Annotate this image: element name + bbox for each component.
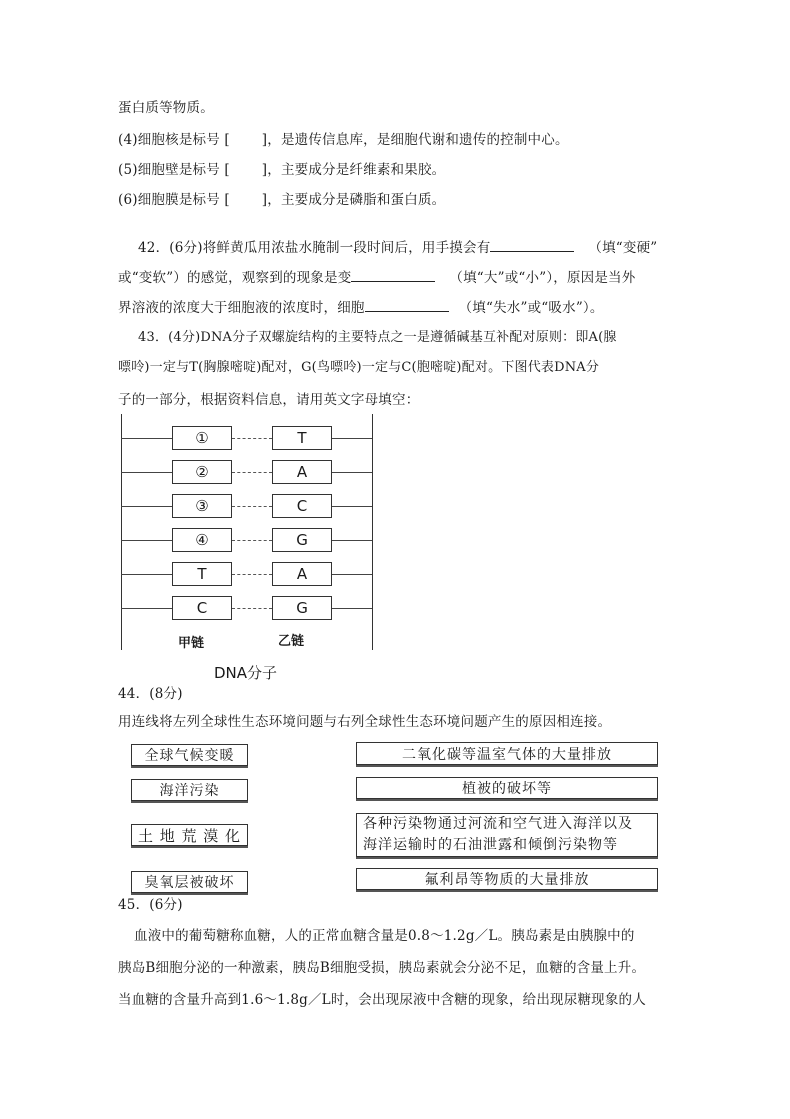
- text-line-proteins: 蛋白质等物质。: [118, 100, 214, 116]
- right-item-freon[interactable]: 氟利昂等物质的大量排放: [356, 868, 658, 890]
- q42-blank-1[interactable]: [490, 237, 574, 252]
- question-item-5-cell-wall: (5)细胞壁是标号 [ ]，主要成分是纤维素和果胶。: [118, 162, 446, 178]
- q42-blank-3[interactable]: [365, 297, 449, 312]
- q42-text-a2: （填“变硬”: [588, 240, 658, 256]
- question-45-line-1: 血液中的葡萄糖称血糖，人的正常血糖含量是0.8～1.2g／L。胰岛素是由胰腺中的: [134, 928, 635, 944]
- question-45-line-3: 当血糖的含量升高到1.6～1.8g／L时，会出现尿液中含糖的现象，给出现尿糖现象的人: [118, 992, 646, 1008]
- dna-diagram: [118, 414, 380, 654]
- base-right-1: T: [272, 426, 332, 450]
- base-right-4: G: [272, 528, 332, 552]
- question-43-line-1: 43．(4分)DNA分子双螺旋结构的主要特点之一是遵循碱基互补配对原则：即A(腺: [138, 330, 617, 345]
- question-43-line-3: 子的一部分，根据资料信息，请用英文字母填空：: [118, 392, 420, 408]
- base-left-3: ③: [172, 494, 232, 518]
- q42-text-b1: 或“变软”）的感觉，观察到的现象是变: [118, 270, 352, 286]
- question-45-line-2: 胰岛B细胞分泌的一种激素，胰岛B细胞受损，胰岛素就会分泌不足，血糖的含量上升。: [118, 960, 646, 976]
- bond-right: [331, 472, 372, 473]
- q42-text-c2: （填“失水”或“吸水”）。: [458, 300, 604, 316]
- base-right-3: C: [272, 494, 332, 518]
- question-item-6-cell-membrane: (6)细胞膜是标号 [ ]，主要成分是磷脂和蛋白质。: [118, 192, 446, 208]
- bond-right: [331, 438, 372, 439]
- right-item-ocean-pollutants-line-1: 各种污染物通过河流和空气进入海洋以及: [363, 816, 633, 832]
- base-left-4: ④: [172, 528, 232, 552]
- question-43-line-2: 嘌呤)一定与T(胸腺嘧啶)配对，G(鸟嘌呤)一定与C(胞嘧啶)配对。下图代表DNA分: [118, 360, 600, 375]
- bond-left: [121, 438, 172, 439]
- backbone-right: [372, 414, 373, 650]
- question-item-4-nucleus: (4)细胞核是标号 [ ]，是遗传信息库，是细胞代谢和遗传的控制中心。: [118, 132, 569, 148]
- bond-right: [331, 506, 372, 507]
- bond-right: [331, 608, 372, 609]
- bond-left: [121, 574, 172, 575]
- bond-right: [331, 574, 372, 575]
- right-item-ocean-pollutants-line-2: 海洋运输时的石油泄露和倾倒污染物等: [363, 837, 618, 853]
- question-44-instruction: 用连线将左列全球性生态环境问题与右列全球性生态环境问题产生的原因相连接。: [118, 714, 612, 730]
- question-42-line-3: [118, 296, 604, 316]
- q42-text-b2: （填“大”或“小”），原因是当外: [449, 270, 636, 286]
- left-item-desertification[interactable]: 土 地 荒 漠 化: [131, 824, 248, 846]
- q42-blank-2[interactable]: [351, 267, 435, 282]
- bond-left: [121, 472, 172, 473]
- question-44-heading: 44．(8分): [118, 686, 183, 702]
- bond-left: [121, 608, 172, 609]
- base-left-2: ②: [172, 460, 232, 484]
- dna-caption: DNA分子: [214, 664, 278, 682]
- bond-right: [331, 540, 372, 541]
- q42-text-a1: 42．(6分)将鲜黄瓜用浓盐水腌制一段时间后，用手摸会有: [138, 240, 491, 256]
- hydrogen-bond: [232, 608, 272, 609]
- left-item-global-warming[interactable]: 全球气候变暖: [131, 744, 248, 766]
- label-strand-yi: 乙链: [278, 634, 305, 649]
- backbone-left: [121, 414, 122, 650]
- base-right-5: A: [272, 562, 332, 586]
- base-right-6: G: [272, 596, 332, 620]
- base-left-6: C: [172, 596, 232, 620]
- left-item-ozone-depletion[interactable]: 臭氧层被破坏: [131, 871, 248, 893]
- left-item-ocean-pollution[interactable]: 海洋污染: [131, 779, 248, 801]
- bond-left: [121, 540, 172, 541]
- q42-text-c1: 界溶液的浓度大于细胞液的浓度时，细胞: [118, 300, 365, 316]
- right-item-ocean-pollutants[interactable]: [356, 813, 658, 857]
- right-item-greenhouse-gas[interactable]: 二氧化碳等温室气体的大量排放: [356, 742, 658, 765]
- base-left-5: T: [172, 562, 232, 586]
- label-strand-jia: 甲链: [178, 636, 205, 651]
- hydrogen-bond: [232, 574, 272, 575]
- right-item-vegetation-damage[interactable]: 植被的破坏等: [356, 777, 658, 799]
- bond-left: [121, 506, 172, 507]
- base-right-2: A: [272, 460, 332, 484]
- hydrogen-bond: [232, 472, 272, 473]
- question-45-heading: 45．(6分): [118, 897, 183, 913]
- hydrogen-bond: [232, 540, 272, 541]
- question-42-line-2: [118, 266, 635, 286]
- base-left-1: ①: [172, 426, 232, 450]
- hydrogen-bond: [232, 506, 272, 507]
- question-42-line-1: [138, 236, 657, 256]
- hydrogen-bond: [232, 438, 272, 439]
